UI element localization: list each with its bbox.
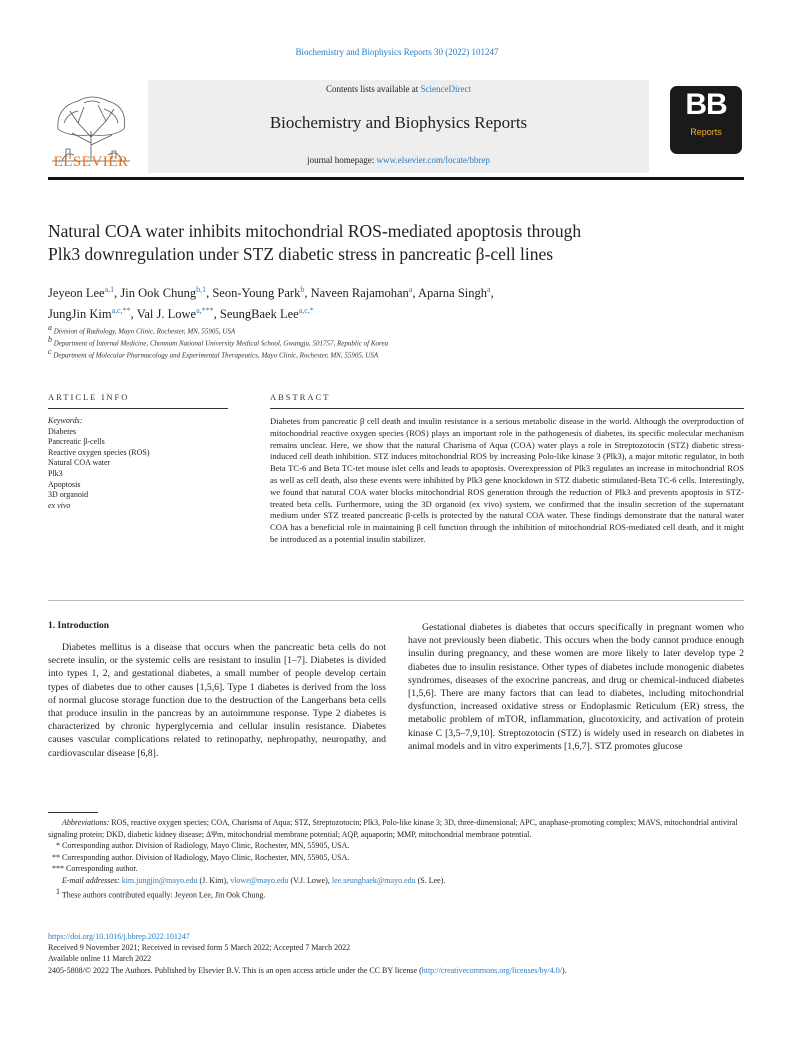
section-heading-introduction: 1. Introduction xyxy=(48,621,110,631)
corresponding-author-1: * Corresponding author. Division of Radiology, Mayo Clinic, Rochester, MN, 55905, USA. xyxy=(56,841,350,850)
abstract-text: Diabetes from pancreatic β cell death and insulin resistance is a serious metabolic disease in the world. Although the overproduction of mitochondrial reactive oxygen species (ROS) plays an important role in the pathogenesis of diabetes, its specific molecular mechanism remains unclear. Here, we show that the natural Charisma of Aqua (COA) water plays a role in Streptozotocin (STZ) diabetic stress-induced cell death inhibition. STZ induces mitochondrial ROS by increasing Polo-like kinase 3 (Plk3), a major mitotic regulator, in both Beta TC-6 and Beta TC-tet mouse islet cells and leads to apoptosis. Overexpression of Plk3 regulates an increase in mitochondrial ROS as well as cell death, also these events were inhibited by Plk3 gene knockdown in STZ diabetic stimulated-Beta TC-6 cells. Interestingly, we found that natural COA water blocks mitochondrial ROS generation through the reduction of Plk3 and prevents apoptosis in STZ-treated beta cells. Furthermore, using the 3D organoid (ex vivo) system, we confirmed that the insulin secretion of the supernatant medium under STZ treated pancreatic β-cells is protected by the natural COA water. These findings demonstrate that the natural water COA has a beneficial role in maintaining β cell function through the inhibition of mitochondrial ROS-mediated cell death, and it might be introduced as a potential insulin stabilizer. xyxy=(270,416,744,544)
contents-prefix: Contents lists available at xyxy=(326,84,421,94)
keyword: Diabetes xyxy=(48,426,76,436)
homepage-prefix: journal homepage: xyxy=(307,155,377,165)
article-info-rule xyxy=(48,408,228,409)
keyword: Reactive oxygen species (ROS) xyxy=(48,447,150,457)
corresponding-author-2: ** Corresponding author. Division of Radiology, Mayo Clinic, Rochester, MN, 55905, USA. xyxy=(52,852,350,862)
author-list: Jeyeon Lee$^{a,1}$, Jin Ook Chung$^{b,1}$, Seon-Young Park$^b$, Naveen Rajamohan$^a$, Aparna Singh$^a$, JungJin Kim$^{a,c,**}$, Val J. Lowe$^{a,***}$, SeungBaek Lee$^{a,c,*}$ xyxy=(48,285,494,322)
abstract-heading: ABSTRACT xyxy=(270,392,331,402)
received-dates: Received 9 November 2021; Received in revised form 5 March 2022; Accepted 7 March 2022 xyxy=(48,943,351,953)
abbreviations-footnote: Abbreviations: ROS, reactive oxygen species; COA, Charisma of Aqua; STZ, Streptozotocin; Plk3, Polo-like kinase 3; 3D, three-dimensional; APC, anaphase-promoting complex; MAVS, mitochondrial antiviral signaling protein; DKD, diabetic kidney disease; ΔΨm, mitochondrial membrane potential; AQP, aquaporin; MMP, mitochondrial membrane potential. xyxy=(48,818,738,839)
header-rule xyxy=(48,177,744,180)
contents-line xyxy=(148,84,649,94)
bb-logo-letters: BB xyxy=(685,88,727,121)
author[interactable]: Jeyeon Lee$^{a,1}$ xyxy=(48,285,115,301)
corresponding-author-3: *** Corresponding author. xyxy=(52,864,138,873)
email-link[interactable]: kim.jungjin@mayo.edu xyxy=(121,875,198,885)
keyword: Natural COA water xyxy=(48,458,111,468)
sciencedirect-link[interactable]: ScienceDirect xyxy=(420,84,471,94)
keywords-label: Keywords: xyxy=(48,416,83,425)
homepage-link[interactable]: www.elsevier.com/locate/bbrep xyxy=(376,155,490,165)
keyword: Apoptosis xyxy=(48,479,81,489)
author[interactable]: Jin Ook Chung$^{b,1}$ xyxy=(120,285,207,301)
footnote-rule xyxy=(48,812,98,813)
author[interactable]: Val J. Lowe$^{a,***}$ xyxy=(136,306,214,322)
affiliation: $^b$ Department of Internal Medicine, Chonnam National University Medical School, Gwangju, 501757, Republic of Korea xyxy=(48,335,389,348)
paper-title xyxy=(48,220,708,266)
license-line: 2405-5808/© 2022 The Authors. Published by Elsevier B.V. This is an open access article under the CC BY license (http://creativecommons.org/licenses/by/4.0/). xyxy=(48,965,567,975)
license-link[interactable]: http://creativecommons.org/licenses/by/4.0/ xyxy=(421,965,563,975)
email-link[interactable]: vlowe@mayo.edu xyxy=(230,875,289,885)
keyword: ex vivo xyxy=(48,500,71,510)
intro-column-left xyxy=(48,641,386,760)
keyword: Pancreatic β-cells xyxy=(48,437,105,447)
affiliation: $^c$ Department of Molecular Pharmacology and Experimental Therapeutics, Mayo Clinic, Rochester, MN, 55905, USA xyxy=(48,347,379,360)
email-link[interactable]: lee.seungbaek@mayo.edu xyxy=(331,875,416,885)
email-addresses: E-mail addresses: kim.jungjin@mayo.edu (J. Kim), vlowe@mayo.edu (V.J. Lowe), lee.seungbaek@mayo.edu (S. Lee). xyxy=(62,875,446,885)
footnotes xyxy=(48,817,744,901)
article-info-heading: ARTICLE INFO xyxy=(48,392,130,402)
keyword: 3D organoid xyxy=(48,490,89,500)
journal-title: Biochemistry and Biophysics Reports xyxy=(269,113,528,132)
affiliation: $^a$ Division of Radiology, Mayo Clinic, Rochester, MN, 55905, USA xyxy=(48,323,236,336)
elsevier-wordmark: ELSEVIER xyxy=(53,154,129,170)
abstract-bottom-rule xyxy=(48,600,744,601)
journal-reference[interactable]: Biochemistry and Biophysics Reports 30 (2022) 101247 xyxy=(295,47,499,57)
bb-logo-reports: Reports xyxy=(690,127,722,137)
author[interactable]: Naveen Rajamohan$^a$ xyxy=(310,285,413,301)
keyword: Plk3 xyxy=(48,468,63,478)
online-date: Available online 11 March 2022 xyxy=(48,954,152,964)
keywords-list xyxy=(48,416,248,511)
title-line-1: Natural COA water inhibits mitochondrial ROS-mediated apoptosis through xyxy=(48,221,582,241)
intro-column-right xyxy=(408,621,744,753)
intro-paragraph: Gestational diabetes is diabetes that occurs specifically in pregnant women who have not previously been diabetic. This occurs when the body cannot produce enough insulin during pregnancy, and these women are more likely to later develop type 2 diabetes due to insulin resistance. Other types of diabetes include monogenic diabetes syndromes, diseases of the exocrine pancreas, and drug or chemical-induced diabetes [1,5,6]. There are many factors that can lead to diabetes, including mitochondrial dysfunction, increased oxidative stress or Endoplasmic Reticulum (ER) stress, the metabolic problem of mTOR, inflammation, glucotoxicity, and activation of protein kinase C [3,5–7,9,10]. Streptozotocin (STZ) is widely used in research on diabetes in animal models and in vitro experiments [1,6,7]. STZ promotes glucose xyxy=(408,622,744,752)
intro-paragraph: Diabetes mellitus is a disease that occurs when the pancreatic beta cells do not secrete insulin, or the systemic cells are resistant to insulin [1–7]. Diabetes is divided into types 1, 2, and gestational diabetes, a small number of people develop certain types of diabetes due to other causes [1,5,6]. Type 1 diabetes is derived from the loss of normal glucose storage function due to the destruction of the Langerhans beta cells that produce insulin in the pancreas by an autoimmune response. Type 2 diabetes is characterized by chronic hyperglycemia and cellular insulin resistance. Diabetes causes vascular complications related to retinopathy, nephropathy, neuropathy, and cardiovascular disease [6,8]. xyxy=(48,642,386,759)
equal-contribution-note: $^1$ These authors contributed equally: Jeyeon Lee, Jin Ook Chung. xyxy=(56,887,266,900)
author[interactable]: SeungBaek Lee$^{a,c,*}$ xyxy=(219,306,314,322)
homepage-line xyxy=(148,155,649,165)
author[interactable]: JungJin Kim$^{a,c,**}$ xyxy=(48,306,131,322)
abstract-rule xyxy=(270,408,744,409)
title-line-2: Plk3 downregulation under STZ diabetic stress in pancreatic β-cell lines xyxy=(48,244,554,264)
doi-link[interactable]: https://doi.org/10.1016/j.bbrep.2022.101247 xyxy=(48,932,190,941)
author[interactable]: Aparna Singh$^a$ xyxy=(417,285,491,301)
publication-info xyxy=(48,931,744,976)
author[interactable]: Seon-Young Park$^b$ xyxy=(212,285,305,301)
